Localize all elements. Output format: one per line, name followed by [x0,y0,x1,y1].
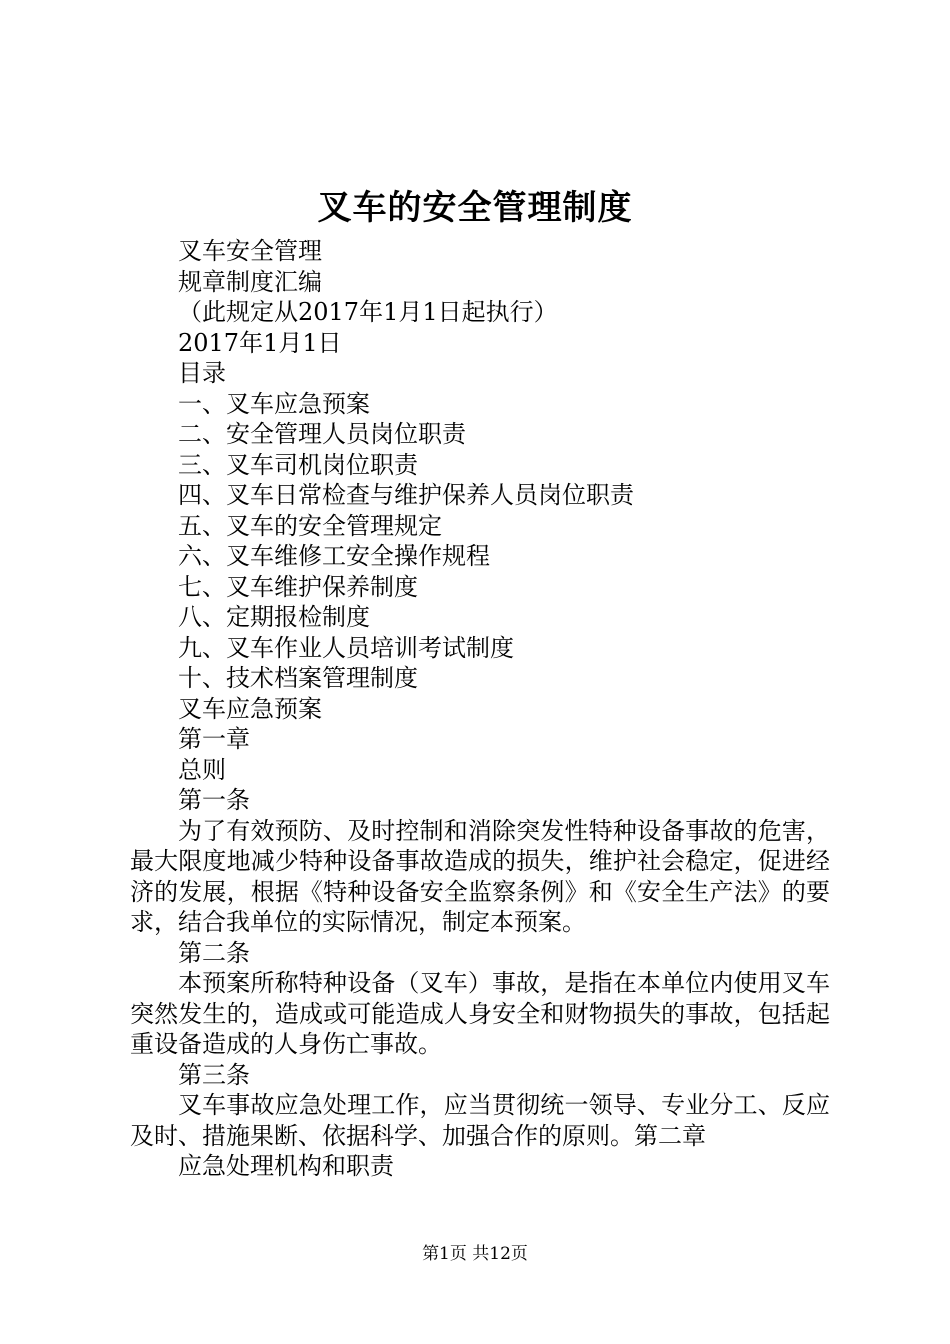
document-title: 叉车的安全管理制度 [317,188,633,228]
page-number-footer: 第1页 共12页 [422,1244,528,1264]
toc-item: 八、定期报检制度 [178,603,370,631]
chapter-name: 应急处理机构和职责 [178,1152,394,1180]
toc-heading: 目录 [178,359,226,387]
toc-item: 五、叉车的安全管理规定 [178,511,442,540]
article-paragraph: 为了有效预防、及时控制和消除突发性特种设备事故的危害，最大限度地减少特种设备事故造成的损失，维护社会稳定，促进经济的发展，根据《特种设备安全监察条例》和《安全生产法》的要求，结合我单位的实际情况，制定本预案。 [130,816,830,936]
article-paragraph: 本预案所称特种设备（叉车）事故，是指在本单位内使用叉车突然发生的，造成或可能造成人身安全和财物损失的事故，包括起重设备造成的人身伤亡事故。 [130,969,830,1058]
toc-item: 四、叉车日常检查与维护保养人员岗位职责 [178,481,634,509]
toc-item: 一、叉车应急预案 [178,389,370,418]
chapter-name: 总则 [178,755,226,784]
issue-date: 2017年1月1日 [178,328,342,357]
cover-line: 叉车安全管理 [178,237,322,265]
cover-line: 规章制度汇编 [178,267,322,296]
article-label: 第三条 [178,1060,250,1089]
toc-item: 七、叉车维护保养制度 [178,572,418,601]
effective-date-note: （此规定从2017年1月1日起执行） [178,298,558,326]
toc-item: 二、安全管理人员岗位职责 [178,420,466,448]
section-title: 叉车应急预案 [178,694,322,723]
chapter-heading: 第一章 [178,725,250,753]
document-body [130,236,830,1182]
toc-item: 九、叉车作业人员培训考试制度 [178,633,514,662]
article-label: 第二条 [178,938,250,967]
toc-item: 十、技术档案管理制度 [178,664,418,692]
toc-item: 三、叉车司机岗位职责 [178,450,418,479]
article-label: 第一条 [178,786,250,814]
toc-item: 六、叉车维修工安全操作规程 [178,542,490,570]
article-paragraph: 叉车事故应急处理工作，应当贯彻统一领导、专业分工、反应及时、措施果断、依据科学、加强合作的原则。第二章 [130,1091,830,1150]
